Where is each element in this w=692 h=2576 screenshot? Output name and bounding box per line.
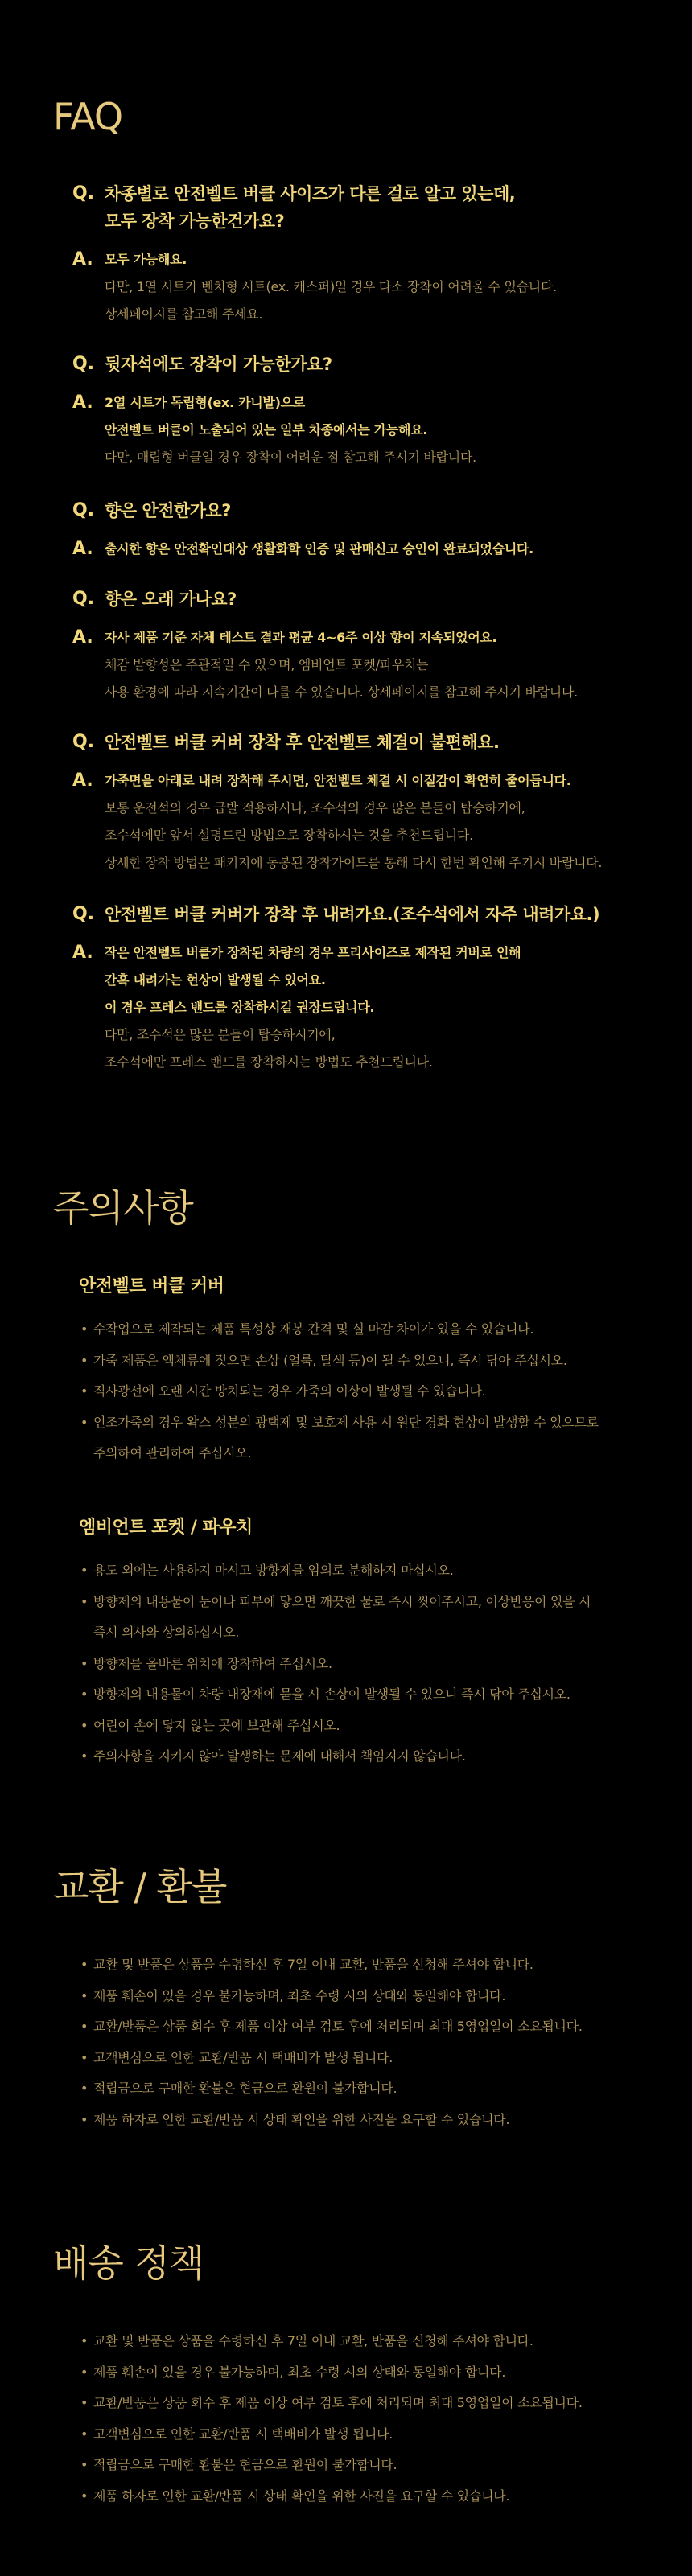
caution-item: • 어린이 손에 닿지 않는 곳에 보관해 주십시오.	[80, 1711, 668, 1742]
answer-note-line: 상세한 장착 방법은 패키지에 동봉된 장착가이드를 통해 다시 한번 확인해 주기시 바랍니다.	[105, 855, 603, 870]
exchange-title: 교환 / 환불	[53, 1865, 227, 1908]
caution-item: • 직사광선에 오랜 시간 방치되는 경우 가죽의 이상이 발생될 수 있습니다.	[80, 1376, 668, 1407]
caution-item: • 용도 외에는 사용하지 마시고 방향제를 임의로 분해하지 마십시오.	[80, 1555, 668, 1587]
caution-group-title: 안전벨트 버클 커버	[79, 1276, 224, 1296]
answer-line: 작은 안전벨트 버클가 장착된 차량의 경우 프리사이즈로 제작된 커버로 인해	[105, 945, 521, 960]
faq-answer	[72, 624, 668, 706]
question-line: 향은 안전한가요?	[105, 501, 231, 520]
answer-note-line: 다만, 1열 시트가 벤치형 시트(ex. 캐스퍼)일 경우 다소 장착이 어려울 수 있습니다.	[105, 279, 557, 294]
shipping-item: • 제품 하자로 인한 교환/반품 시 상태 확인을 위한 사진을 요구할 수 있습니다.	[80, 2481, 668, 2512]
faq-question	[72, 180, 668, 235]
shipping-item: • 제품 훼손이 있을 경우 불가능하며, 최초 수령 시의 상태와 동일해야 합니다.	[80, 2357, 668, 2389]
question-mark: Q.	[72, 500, 95, 520]
exchange-item: • 고객변심으로 인한 교환/반품 시 택배비가 발생 됩니다.	[80, 2043, 668, 2074]
question-mark: Q.	[72, 904, 95, 924]
faq-question	[72, 497, 668, 524]
faq-item	[72, 729, 668, 877]
faq-answer	[72, 767, 668, 877]
faq-answer	[72, 389, 668, 471]
answer-mark: A.	[72, 249, 93, 269]
caution-item: • 주의사항을 지키지 않아 발생하는 문제에 대해서 책임지지 않습니다.	[80, 1741, 668, 1773]
exchange-item: • 적립금으로 구매한 환불은 현금으로 환원이 불가합니다.	[80, 2073, 668, 2105]
exchange-list	[80, 1949, 668, 2135]
shipping-item: • 고객변심으로 인한 교환/반품 시 택배비가 발생 됩니다.	[80, 2419, 668, 2451]
caution-item: • 가죽 제품은 액체류에 젖으면 손상 (얼룩, 탈색 등)이 될 수 있으니, 즉시 닦아 주십시오.	[80, 1346, 668, 1377]
answer-note-line: 체감 발향성은 주관적일 수 있으며, 엠비언트 포켓/파우치는	[105, 657, 429, 672]
answer-line: 이 경우 프레스 밴드를 장착하시길 권장드립니다.	[105, 1000, 375, 1015]
answer-line: 안전벨트 버클이 노출되어 있는 일부 차종에서는 가능해요.	[105, 422, 428, 438]
answer-mark: A.	[72, 539, 93, 559]
exchange-item: • 교환 및 반품은 상품을 수령하신 후 7일 이내 교환, 반품을 신청해 주셔야 합니다.	[80, 1949, 668, 1981]
answer-note-line: 다만, 조수석은 많은 분들이 탑승하시기에,	[105, 1027, 336, 1042]
faq-question	[72, 901, 668, 928]
answer-note-line: 사용 환경에 따라 지속기간이 다를 수 있습니다. 상세페이지를 참고해 주시기 바랍니다.	[105, 684, 578, 700]
answer-note-line: 조수석에만 프레스 밴드를 장착하시는 방법도 추천드립니다.	[105, 1054, 433, 1070]
answer-line: 자사 제품 기준 자체 테스트 결과 평균 4~6주 이상 향이 지속되었어요.	[105, 630, 497, 645]
shipping-item: • 교환 및 반품은 상품을 수령하신 후 7일 이내 교환, 반품을 신청해 주셔야 합니다.	[80, 2326, 668, 2357]
answer-mark: A.	[72, 943, 93, 963]
answer-note-line: 보통 운전석의 경우 급발 적용하시나, 조수석의 경우 많은 분들이 탑승하기에,	[105, 800, 525, 816]
question-line: 안전벨트 버클 커버가 장착 후 내려가요.(조수석에서 자주 내려가요.)	[105, 905, 600, 924]
shipping-item: • 적립금으로 구매한 환불은 현금으로 환원이 불가합니다.	[80, 2450, 668, 2481]
caution-item: • 수작업으로 제작되는 제품 특성상 재봉 간격 및 실 마감 차이가 있을 수 있습니다.	[80, 1314, 668, 1346]
caution-item: • 방향제의 내용물이 차량 내장재에 묻을 시 손상이 발생될 수 있으니 즉시 닦아 주십시오.	[80, 1679, 668, 1711]
faq-question	[72, 351, 668, 378]
faq-answer	[72, 536, 668, 563]
faq-item	[72, 351, 668, 471]
caution-list	[80, 1314, 668, 1469]
question-mark: Q.	[72, 354, 95, 374]
answer-note-line: 상세페이지를 참고해 주세요.	[105, 306, 263, 322]
question-mark: Q.	[72, 589, 95, 609]
caution-title: 주의사항	[53, 1186, 193, 1230]
faq-item	[72, 180, 668, 328]
faq-item	[72, 585, 668, 706]
question-line: 모두 장착 가능한건가요?	[105, 212, 285, 231]
faq-question	[72, 585, 668, 613]
exchange-item: • 제품 훼손이 있을 경우 불가능하며, 최초 수령 시의 상태와 동일해야 합니다.	[80, 1981, 668, 2012]
caution-item: • 방향제의 내용물이 눈이나 피부에 닿으면 깨끗한 물로 즉시 씻어주시고, 이상반응이 있을 시 즉시 의사와 상의하십시오.	[80, 1587, 668, 1649]
answer-line: 모두 가능해요.	[105, 252, 187, 267]
question-line: 안전벨트 버클 커버 장착 후 안전벨트 체결이 불편해요.	[105, 733, 500, 752]
shipping-title: 배송 정책	[53, 2241, 204, 2285]
exchange-item: • 제품 하자로 인한 교환/반품 시 상태 확인을 위한 사진을 요구할 수 있습니다.	[80, 2105, 668, 2136]
faq-item	[72, 901, 668, 1076]
answer-mark: A.	[72, 392, 93, 413]
shipping-list	[80, 2326, 668, 2512]
answer-note-line: 다만, 매립형 버클일 경우 장착이 어려운 점 참고해 주시기 바랍니다.	[105, 450, 476, 465]
question-line: 차종별로 안전벨트 버클 사이즈가 다른 걸로 알고 있는데,	[105, 184, 516, 203]
faq-item	[72, 497, 668, 563]
question-mark: Q.	[72, 183, 95, 203]
caution-list	[80, 1555, 668, 1773]
answer-line: 가죽면을 아래로 내려 장착해 주시면, 안전벨트 체결 시 이질감이 확연히 줄어듭니다.	[105, 773, 571, 788]
shipping-item: • 교환/반품은 상품 회수 후 제품 이상 여부 검토 후에 처리되며 최대 5영업일이 소요됩니다.	[80, 2388, 668, 2419]
question-line: 뒷자석에도 장착이 가능한가요?	[105, 355, 332, 374]
answer-mark: A.	[72, 627, 93, 647]
answer-line: 출시한 향은 안전확인대상 생활화학 인증 및 판매신고 승인이 완료되었습니다.	[105, 541, 533, 557]
caution-item: • 방향제를 올바른 위치에 장착하여 주십시오.	[80, 1649, 668, 1680]
answer-line: 2열 시트가 독립형(ex. 카니발)으로	[105, 395, 305, 410]
question-mark: Q.	[72, 732, 95, 752]
answer-line: 간혹 내려가는 현상이 발생될 수 있어요.	[105, 972, 326, 988]
caution-group-title: 엠비언트 포켓 / 파우치	[79, 1518, 253, 1538]
exchange-item: • 교환/반품은 상품 회수 후 제품 이상 여부 검토 후에 처리되며 최대 5영업일이 소요됩니다.	[80, 2011, 668, 2043]
faq-answer	[72, 246, 668, 328]
faq-title: FAQ	[53, 95, 123, 138]
answer-mark: A.	[72, 770, 93, 791]
faq-question	[72, 729, 668, 756]
question-line: 향은 오래 가나요?	[105, 590, 237, 609]
faq-answer	[72, 939, 668, 1076]
caution-item: • 인조가죽의 경우 왁스 성분의 광택제 및 보호제 사용 시 원단 경화 현상이 발생할 수 있으므로 주의하여 관리하여 주십시오.	[80, 1407, 668, 1469]
answer-note-line: 조수석에만 앞서 설명드린 방법으로 장착하시는 것을 추천드립니다.	[105, 828, 473, 843]
